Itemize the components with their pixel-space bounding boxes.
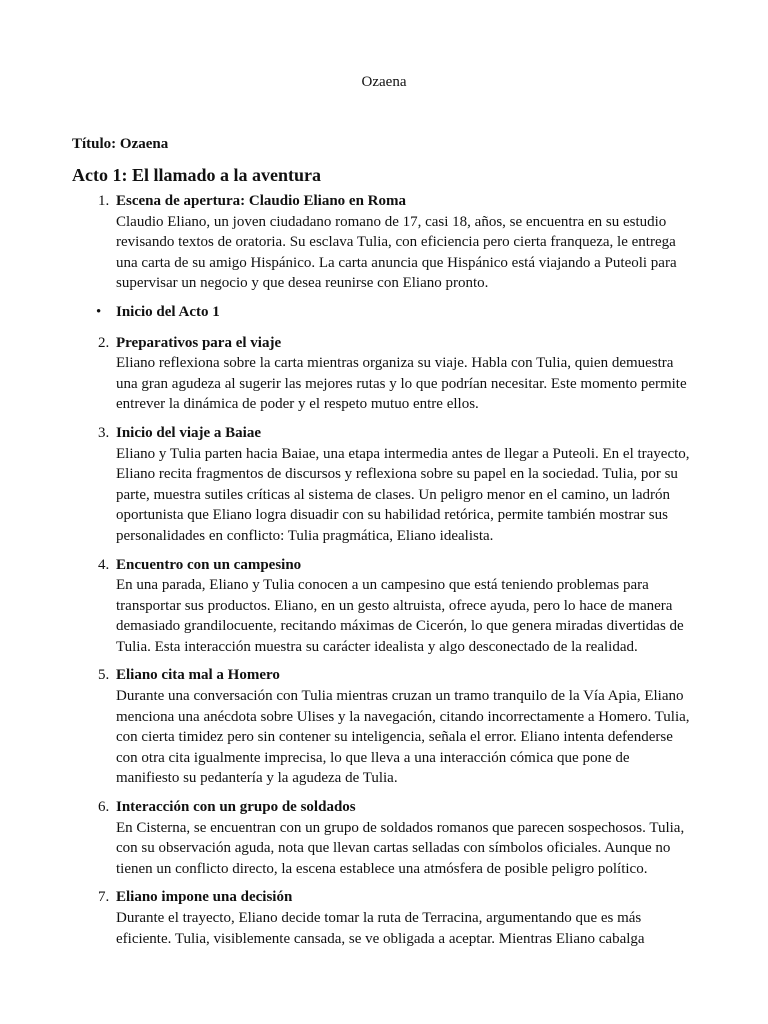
list-item-title: Interacción con un grupo de soldados: [116, 799, 356, 816]
bullet-marker: •: [96, 303, 102, 320]
list-item-number: 7.: [98, 889, 110, 906]
list-item-number: 1.: [98, 193, 110, 209]
act-heading: Acto 1: El llamado a la aventura: [72, 165, 321, 185]
list-item-number: 2.: [98, 334, 110, 351]
list-item-body: En Cisterna, se encuentran con un grupo de soldados romanos que parecen sospechosos. Tulia, con su observación aguda, nota que llevan cartas selladas con símbolos oficiales. Aunque no tienen un conflicto directo, la escena establece una atmósfera de posible peligro político.: [116, 819, 685, 877]
bullet-item: [72, 302, 694, 323]
list-item-title: Preparativos para el viaje: [116, 334, 282, 351]
list-item-body: En una parada, Eliano y Tulia conocen a un campesino que está teniendo problemas para transportar sus productos. Eliano, en un gesto altruista, ofrece ayuda, pero lo hace de manera demasiado grandilocuente, recitando máximas de Cicerón, lo que genera miradas divertidas de Tulia. Esta interacción muestra su carácter idealista y algo desconectado de la realidad.: [116, 577, 684, 655]
document-header-title: Ozaena: [361, 74, 407, 90]
document-content: [72, 134, 694, 957]
list-item-number: 5.: [98, 667, 110, 684]
list-item-number: 4.: [98, 556, 110, 573]
list-item-body: Eliano y Tulia parten hacia Baiae, una etapa intermedia antes de llegar a Puteoli. En el trayecto, Eliano recita fragmentos de discursos y reflexiona sobre su papel en la sociedad. Tulia, por su parte, muestra sutiles críticas al sistema de clases. Un peligro menor en el camino, un ladrón oportunista que Eliano logra disuadir con su habilidad retórica, permite también mostrar sus personalidades en conflicto: Tulia pragmática, Eliano idealista.: [116, 445, 690, 544]
list-item-body: Durante una conversación con Tulia mientras cruzan un tramo tranquilo de la Vía Apia, Eliano menciona una anécdota sobre Ulises y la navegación, citando incorrectamente a Homero. Tulia, con cierta timidez pero sin contener su inteligencia, señala el error. Eliano intenta defenderse con otra cita igualmente imprecisa, lo que lleva a una interacción cómica que pone de manifiesto su pedantería y la agudeza de Tulia.: [116, 688, 690, 787]
list-item: [72, 887, 694, 949]
list-item-body: Claudio Eliano, un joven ciudadano romano de 17, casi 18, años, se encuentra en su estudio revisando textos de oratoria. Su esclava Tulia, con eficiencia pero cierta franqueza, le entrega una carta de su amigo Hispánico. La carta anuncia que Hispánico está viajando a Puteoli para supervisar un negocio y que desea reunirse con Eliano pronto.: [116, 213, 677, 292]
list-item: [72, 423, 694, 547]
list-item: [72, 333, 694, 415]
list-item-body: Durante el trayecto, Eliano decide tomar la ruta de Terracina, argumentando que es más eficiente. Tulia, visiblemente cansada, se ve obligada a aceptar. Mientras Eliano cabalga: [116, 910, 645, 947]
list-item: [72, 191, 694, 294]
list-item-title: Encuentro con un campesino: [116, 556, 302, 573]
list-item: [72, 555, 694, 658]
list-item-title: Inicio del viaje a Baiae: [116, 424, 261, 441]
list-item-number: 6.: [98, 799, 110, 816]
title-line: Título: Ozaena: [72, 136, 169, 152]
list-item-title: Eliano impone una decisión: [116, 889, 293, 906]
list-item: [72, 665, 694, 789]
list-item-title: Eliano cita mal a Homero: [116, 667, 280, 684]
list-item: [72, 797, 694, 879]
list-item-number: 3.: [98, 424, 110, 441]
list-item-body: Eliano reflexiona sobre la carta mientras organiza su viaje. Habla con Tulia, quien demuestra una gran agudeza al sugerir las mejores rutas y lo que podrían necesitar. Este momento permite entrever la dinámica de poder y el respeto mutuo entre ellos.: [116, 355, 687, 413]
list-item-title: Escena de apertura: Claudio Eliano en Roma: [116, 193, 407, 209]
bullet-item-title: Inicio del Acto 1: [116, 303, 220, 320]
